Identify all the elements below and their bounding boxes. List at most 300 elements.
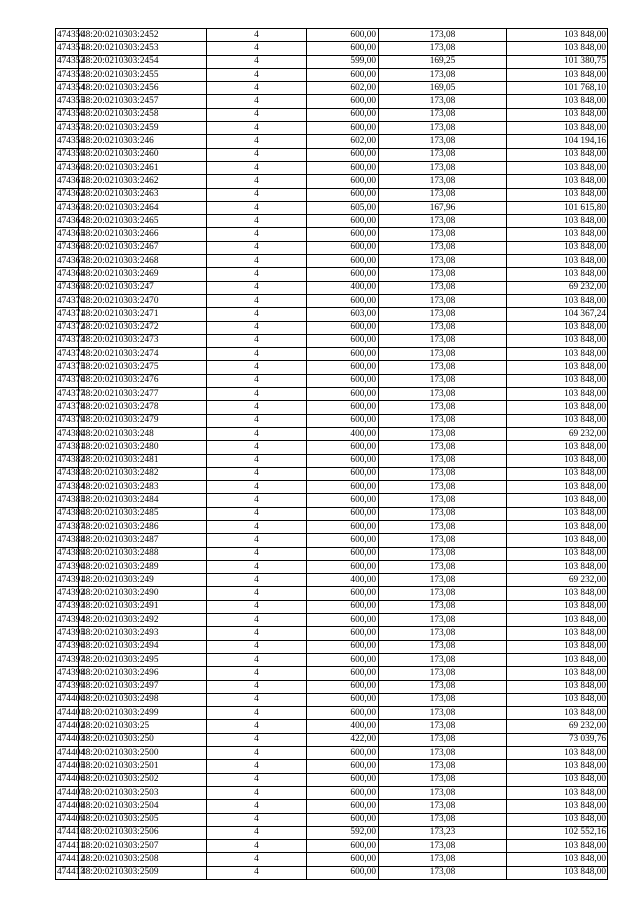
category-cell: 4 (207, 534, 307, 547)
area-cell: 600,00 (307, 640, 379, 653)
cadastral-number-cell: 48:20:0210303:2467 (79, 241, 207, 254)
category-cell: 4 (207, 42, 307, 55)
cadastral-number-cell: 48:20:0210303:2455 (79, 68, 207, 81)
table-row (56, 667, 608, 680)
category-cell: 4 (207, 188, 307, 201)
row-number-cell: 474367 (56, 255, 79, 268)
cadastral-number-cell: 48:20:0210303:2490 (79, 587, 207, 600)
category-cell: 4 (207, 627, 307, 640)
area-cell: 400,00 (307, 720, 379, 733)
area-cell: 600,00 (307, 414, 379, 427)
specific-value-cell: 173,08 (379, 308, 507, 321)
area-cell: 600,00 (307, 680, 379, 693)
category-cell: 4 (207, 587, 307, 600)
category-cell: 4 (207, 321, 307, 334)
specific-value-cell: 173,08 (379, 414, 507, 427)
area-cell: 600,00 (307, 401, 379, 414)
table-row (56, 786, 608, 799)
cadastral-value-cell: 103 848,00 (507, 29, 608, 42)
category-cell: 4 (207, 853, 307, 866)
specific-value-cell: 173,08 (379, 161, 507, 174)
area-cell: 600,00 (307, 866, 379, 879)
row-number-cell: 474355 (56, 95, 79, 108)
table-row (56, 481, 608, 494)
table-row (56, 773, 608, 786)
specific-value-cell: 173,08 (379, 534, 507, 547)
area-cell: 600,00 (307, 108, 379, 121)
area-cell: 600,00 (307, 547, 379, 560)
cadastral-value-cell: 103 848,00 (507, 148, 608, 161)
specific-value-cell: 169,25 (379, 55, 507, 68)
category-cell: 4 (207, 786, 307, 799)
cadastral-value-cell: 103 848,00 (507, 587, 608, 600)
category-cell: 4 (207, 388, 307, 401)
specific-value-cell: 173,08 (379, 866, 507, 879)
row-number-cell: 474379 (56, 414, 79, 427)
cadastral-value-cell: 73 039,76 (507, 733, 608, 746)
row-number-cell: 474408 (56, 800, 79, 813)
area-cell: 600,00 (307, 653, 379, 666)
table-row (56, 29, 608, 42)
table-row (56, 308, 608, 321)
table-row (56, 268, 608, 281)
cadastral-number-cell: 48:20:0210303:2463 (79, 188, 207, 201)
cadastral-number-cell: 48:20:0210303:2504 (79, 800, 207, 813)
cadastral-value-cell: 103 848,00 (507, 414, 608, 427)
table-row (56, 427, 608, 440)
cadastral-value-cell: 104 194,16 (507, 135, 608, 148)
area-cell: 600,00 (307, 228, 379, 241)
table-row (56, 707, 608, 720)
cadastral-number-cell: 48:20:0210303:2474 (79, 348, 207, 361)
cadastral-value-cell: 103 848,00 (507, 840, 608, 853)
table-row (56, 680, 608, 693)
category-cell: 4 (207, 693, 307, 706)
table-row (56, 494, 608, 507)
cadastral-number-cell: 48:20:0210303:250 (79, 733, 207, 746)
cadastral-number-cell: 48:20:0210303:2460 (79, 148, 207, 161)
table-row (56, 441, 608, 454)
specific-value-cell: 173,08 (379, 68, 507, 81)
category-cell: 4 (207, 108, 307, 121)
specific-value-cell: 167,96 (379, 201, 507, 214)
specific-value-cell: 173,08 (379, 494, 507, 507)
cadastral-number-cell: 48:20:0210303:2483 (79, 481, 207, 494)
cadastral-value-cell: 103 848,00 (507, 175, 608, 188)
row-number-cell: 474362 (56, 188, 79, 201)
cadastral-value-cell: 103 848,00 (507, 401, 608, 414)
table-row (56, 55, 608, 68)
table-row (56, 547, 608, 560)
cadastral-number-cell: 48:20:0210303:247 (79, 281, 207, 294)
area-cell: 600,00 (307, 560, 379, 573)
specific-value-cell: 173,08 (379, 334, 507, 347)
cadastral-value-cell: 103 848,00 (507, 560, 608, 573)
area-cell: 600,00 (307, 600, 379, 613)
table-row (56, 321, 608, 334)
specific-value-cell: 173,08 (379, 215, 507, 228)
category-cell: 4 (207, 733, 307, 746)
row-number-cell: 474391 (56, 574, 79, 587)
area-cell: 600,00 (307, 148, 379, 161)
area-cell: 600,00 (307, 813, 379, 826)
specific-value-cell: 173,08 (379, 853, 507, 866)
category-cell: 4 (207, 614, 307, 627)
cadastral-number-cell: 48:20:0210303:2488 (79, 547, 207, 560)
category-cell: 4 (207, 494, 307, 507)
row-number-cell: 474411 (56, 840, 79, 853)
specific-value-cell: 173,08 (379, 268, 507, 281)
row-number-cell: 474382 (56, 454, 79, 467)
specific-value-cell: 173,08 (379, 135, 507, 148)
category-cell: 4 (207, 707, 307, 720)
cadastral-value-cell: 103 848,00 (507, 334, 608, 347)
cadastral-number-cell: 48:20:0210303:2478 (79, 401, 207, 414)
cadastral-value-cell: 103 848,00 (507, 228, 608, 241)
row-number-cell: 474353 (56, 68, 79, 81)
row-number-cell: 474366 (56, 241, 79, 254)
cadastral-value-cell: 103 848,00 (507, 507, 608, 520)
specific-value-cell: 173,08 (379, 520, 507, 533)
row-number-cell: 474352 (56, 55, 79, 68)
area-cell: 600,00 (307, 693, 379, 706)
area-cell: 600,00 (307, 520, 379, 533)
cadastral-value-cell: 103 848,00 (507, 534, 608, 547)
row-number-cell: 474356 (56, 108, 79, 121)
area-cell: 400,00 (307, 281, 379, 294)
row-number-cell: 474394 (56, 614, 79, 627)
category-cell: 4 (207, 348, 307, 361)
cadastral-value-cell: 103 848,00 (507, 680, 608, 693)
cadastral-number-cell: 48:20:0210303:2506 (79, 826, 207, 839)
area-cell: 600,00 (307, 268, 379, 281)
category-cell: 4 (207, 866, 307, 879)
category-cell: 4 (207, 560, 307, 573)
specific-value-cell: 173,08 (379, 29, 507, 42)
specific-value-cell: 173,08 (379, 321, 507, 334)
cadastral-value-cell: 69 232,00 (507, 720, 608, 733)
cadastral-number-cell: 48:20:0210303:2484 (79, 494, 207, 507)
cadastral-number-cell: 48:20:0210303:2472 (79, 321, 207, 334)
cadastral-value-cell: 103 848,00 (507, 467, 608, 480)
row-number-cell: 474370 (56, 294, 79, 307)
specific-value-cell: 173,08 (379, 813, 507, 826)
table-row (56, 627, 608, 640)
area-cell: 600,00 (307, 95, 379, 108)
specific-value-cell: 173,08 (379, 175, 507, 188)
cadastral-value-cell: 103 848,00 (507, 361, 608, 374)
cadastral-number-cell: 48:20:0210303:25 (79, 720, 207, 733)
area-cell: 600,00 (307, 42, 379, 55)
table-row (56, 747, 608, 760)
table-row (56, 600, 608, 613)
specific-value-cell: 173,08 (379, 42, 507, 55)
table-row (56, 68, 608, 81)
specific-value-cell: 173,08 (379, 507, 507, 520)
area-cell: 600,00 (307, 361, 379, 374)
category-cell: 4 (207, 268, 307, 281)
area-cell: 400,00 (307, 427, 379, 440)
category-cell: 4 (207, 334, 307, 347)
specific-value-cell: 173,08 (379, 454, 507, 467)
row-number-cell: 474376 (56, 374, 79, 387)
cadastral-value-cell: 103 848,00 (507, 667, 608, 680)
table-row (56, 760, 608, 773)
row-number-cell: 474372 (56, 321, 79, 334)
row-number-cell: 474392 (56, 587, 79, 600)
table-row (56, 175, 608, 188)
table-row (56, 560, 608, 573)
category-cell: 4 (207, 454, 307, 467)
area-cell: 600,00 (307, 334, 379, 347)
row-number-cell: 474369 (56, 281, 79, 294)
table-row (56, 574, 608, 587)
category-cell: 4 (207, 361, 307, 374)
table-row (56, 42, 608, 55)
row-number-cell: 474354 (56, 82, 79, 95)
category-cell: 4 (207, 773, 307, 786)
specific-value-cell: 173,08 (379, 627, 507, 640)
row-number-cell: 474373 (56, 334, 79, 347)
specific-value-cell: 173,08 (379, 760, 507, 773)
area-cell: 600,00 (307, 388, 379, 401)
category-cell: 4 (207, 228, 307, 241)
category-cell: 4 (207, 82, 307, 95)
cadastral-value-cell: 103 848,00 (507, 773, 608, 786)
category-cell: 4 (207, 520, 307, 533)
row-number-cell: 474378 (56, 401, 79, 414)
specific-value-cell: 173,08 (379, 401, 507, 414)
table-row (56, 348, 608, 361)
row-number-cell: 474406 (56, 773, 79, 786)
area-cell: 592,00 (307, 826, 379, 839)
cadastral-number-cell: 48:20:0210303:2477 (79, 388, 207, 401)
category-cell: 4 (207, 68, 307, 81)
cadastral-number-cell: 48:20:0210303:2491 (79, 600, 207, 613)
cadastral-number-cell: 48:20:0210303:2482 (79, 467, 207, 480)
specific-value-cell: 173,08 (379, 241, 507, 254)
specific-value-cell: 173,08 (379, 122, 507, 135)
area-cell: 600,00 (307, 161, 379, 174)
cadastral-value-cell: 103 848,00 (507, 786, 608, 799)
category-cell: 4 (207, 281, 307, 294)
row-number-cell: 474388 (56, 534, 79, 547)
category-cell: 4 (207, 161, 307, 174)
cadastral-number-cell: 48:20:0210303:2497 (79, 680, 207, 693)
table-row (56, 374, 608, 387)
category-cell: 4 (207, 574, 307, 587)
cadastral-number-cell: 48:20:0210303:2464 (79, 201, 207, 214)
cadastral-number-cell: 48:20:0210303:2475 (79, 361, 207, 374)
table-row (56, 361, 608, 374)
category-cell: 4 (207, 467, 307, 480)
row-number-cell: 474375 (56, 361, 79, 374)
table-row (56, 95, 608, 108)
area-cell: 602,00 (307, 82, 379, 95)
area-cell: 600,00 (307, 241, 379, 254)
area-cell: 600,00 (307, 68, 379, 81)
cadastral-number-cell: 48:20:0210303:2499 (79, 707, 207, 720)
area-cell: 600,00 (307, 348, 379, 361)
cadastral-value-cell: 103 848,00 (507, 866, 608, 879)
category-cell: 4 (207, 653, 307, 666)
cadastral-value-cell: 103 848,00 (507, 640, 608, 653)
specific-value-cell: 173,08 (379, 600, 507, 613)
cadastral-number-cell: 48:20:0210303:2470 (79, 294, 207, 307)
row-number-cell: 474368 (56, 268, 79, 281)
cadastral-value-cell: 103 848,00 (507, 547, 608, 560)
category-cell: 4 (207, 826, 307, 839)
category-cell: 4 (207, 813, 307, 826)
area-cell: 600,00 (307, 294, 379, 307)
cadastral-value-cell: 103 848,00 (507, 255, 608, 268)
cadastral-number-cell: 48:20:0210303:2507 (79, 840, 207, 853)
cadastral-value-cell: 103 848,00 (507, 454, 608, 467)
row-number-cell: 474377 (56, 388, 79, 401)
area-cell: 600,00 (307, 587, 379, 600)
area-cell: 600,00 (307, 321, 379, 334)
area-cell: 602,00 (307, 135, 379, 148)
area-cell: 600,00 (307, 494, 379, 507)
row-number-cell: 474410 (56, 826, 79, 839)
cadastral-number-cell: 48:20:0210303:2492 (79, 614, 207, 627)
specific-value-cell: 173,08 (379, 747, 507, 760)
cadastral-number-cell: 48:20:0210303:2468 (79, 255, 207, 268)
cadastral-value-cell: 103 848,00 (507, 321, 608, 334)
area-cell: 600,00 (307, 215, 379, 228)
row-number-cell: 474397 (56, 653, 79, 666)
category-cell: 4 (207, 135, 307, 148)
area-cell: 599,00 (307, 55, 379, 68)
category-cell: 4 (207, 374, 307, 387)
row-number-cell: 474384 (56, 481, 79, 494)
row-number-cell: 474385 (56, 494, 79, 507)
specific-value-cell: 173,08 (379, 294, 507, 307)
row-number-cell: 474407 (56, 786, 79, 799)
area-cell: 600,00 (307, 481, 379, 494)
cadastral-value-cell: 103 848,00 (507, 707, 608, 720)
cadastral-number-cell: 48:20:0210303:2479 (79, 414, 207, 427)
row-number-cell: 474387 (56, 520, 79, 533)
row-number-cell: 474351 (56, 42, 79, 55)
table-row (56, 215, 608, 228)
table-row (56, 228, 608, 241)
specific-value-cell: 173,08 (379, 228, 507, 241)
specific-value-cell: 173,08 (379, 773, 507, 786)
category-cell: 4 (207, 294, 307, 307)
cadastral-value-cell: 103 848,00 (507, 348, 608, 361)
specific-value-cell: 173,08 (379, 427, 507, 440)
cadastral-number-cell: 48:20:0210303:2454 (79, 55, 207, 68)
table-row (56, 161, 608, 174)
table-row (56, 653, 608, 666)
specific-value-cell: 173,08 (379, 840, 507, 853)
area-cell: 600,00 (307, 454, 379, 467)
specific-value-cell: 173,08 (379, 374, 507, 387)
specific-value-cell: 169,05 (379, 82, 507, 95)
specific-value-cell: 173,08 (379, 108, 507, 121)
specific-value-cell: 173,08 (379, 95, 507, 108)
area-cell: 605,00 (307, 201, 379, 214)
area-cell: 600,00 (307, 853, 379, 866)
table-row (56, 826, 608, 839)
cadastral-number-cell: 48:20:0210303:2505 (79, 813, 207, 826)
cadastral-value-cell: 103 848,00 (507, 374, 608, 387)
row-number-cell: 474393 (56, 600, 79, 613)
category-cell: 4 (207, 747, 307, 760)
row-number-cell: 474359 (56, 148, 79, 161)
row-number-cell: 474380 (56, 427, 79, 440)
cadastral-number-cell: 48:20:0210303:2456 (79, 82, 207, 95)
table-row (56, 720, 608, 733)
table-row (56, 693, 608, 706)
category-cell: 4 (207, 760, 307, 773)
area-cell: 600,00 (307, 374, 379, 387)
area-cell: 600,00 (307, 760, 379, 773)
cadastral-number-cell: 48:20:0210303:2495 (79, 653, 207, 666)
area-cell: 600,00 (307, 467, 379, 480)
cadastral-number-cell: 48:20:0210303:2486 (79, 520, 207, 533)
cadastral-number-cell: 48:20:0210303:2493 (79, 627, 207, 640)
cadastral-value-cell: 103 848,00 (507, 188, 608, 201)
table-row (56, 281, 608, 294)
category-cell: 4 (207, 680, 307, 693)
row-number-cell: 474374 (56, 348, 79, 361)
cadastral-value-cell: 101 615,80 (507, 201, 608, 214)
category-cell: 4 (207, 547, 307, 560)
cadastral-number-cell: 48:20:0210303:2496 (79, 667, 207, 680)
category-cell: 4 (207, 600, 307, 613)
cadastral-value-cell: 103 848,00 (507, 760, 608, 773)
table-row (56, 853, 608, 866)
category-cell: 4 (207, 122, 307, 135)
row-number-cell: 474390 (56, 560, 79, 573)
row-number-cell: 474412 (56, 853, 79, 866)
cadastral-number-cell: 48:20:0210303:2457 (79, 95, 207, 108)
table-row (56, 733, 608, 746)
category-cell: 4 (207, 55, 307, 68)
table-row (56, 241, 608, 254)
row-number-cell: 474399 (56, 680, 79, 693)
area-cell: 600,00 (307, 441, 379, 454)
cadastral-number-cell: 48:20:0210303:2501 (79, 760, 207, 773)
specific-value-cell: 173,08 (379, 693, 507, 706)
area-cell: 400,00 (307, 574, 379, 587)
cadastral-number-cell: 48:20:0210303:2459 (79, 122, 207, 135)
table-row (56, 135, 608, 148)
row-number-cell: 474405 (56, 760, 79, 773)
cadastral-number-cell: 48:20:0210303:2503 (79, 786, 207, 799)
specific-value-cell: 173,08 (379, 547, 507, 560)
cadastral-value-cell: 103 848,00 (507, 520, 608, 533)
row-number-cell: 474409 (56, 813, 79, 826)
specific-value-cell: 173,08 (379, 467, 507, 480)
cadastral-number-cell: 48:20:0210303:246 (79, 135, 207, 148)
table-row (56, 294, 608, 307)
cadastral-number-cell: 48:20:0210303:2453 (79, 42, 207, 55)
cadastral-value-cell: 103 848,00 (507, 800, 608, 813)
row-number-cell: 474361 (56, 175, 79, 188)
row-number-cell: 474386 (56, 507, 79, 520)
cadastral-value-table (55, 28, 608, 880)
specific-value-cell: 173,08 (379, 560, 507, 573)
table-row (56, 414, 608, 427)
area-cell: 603,00 (307, 308, 379, 321)
table-row (56, 800, 608, 813)
cadastral-value-cell: 103 848,00 (507, 813, 608, 826)
table-row (56, 534, 608, 547)
cadastral-value-cell: 103 848,00 (507, 614, 608, 627)
